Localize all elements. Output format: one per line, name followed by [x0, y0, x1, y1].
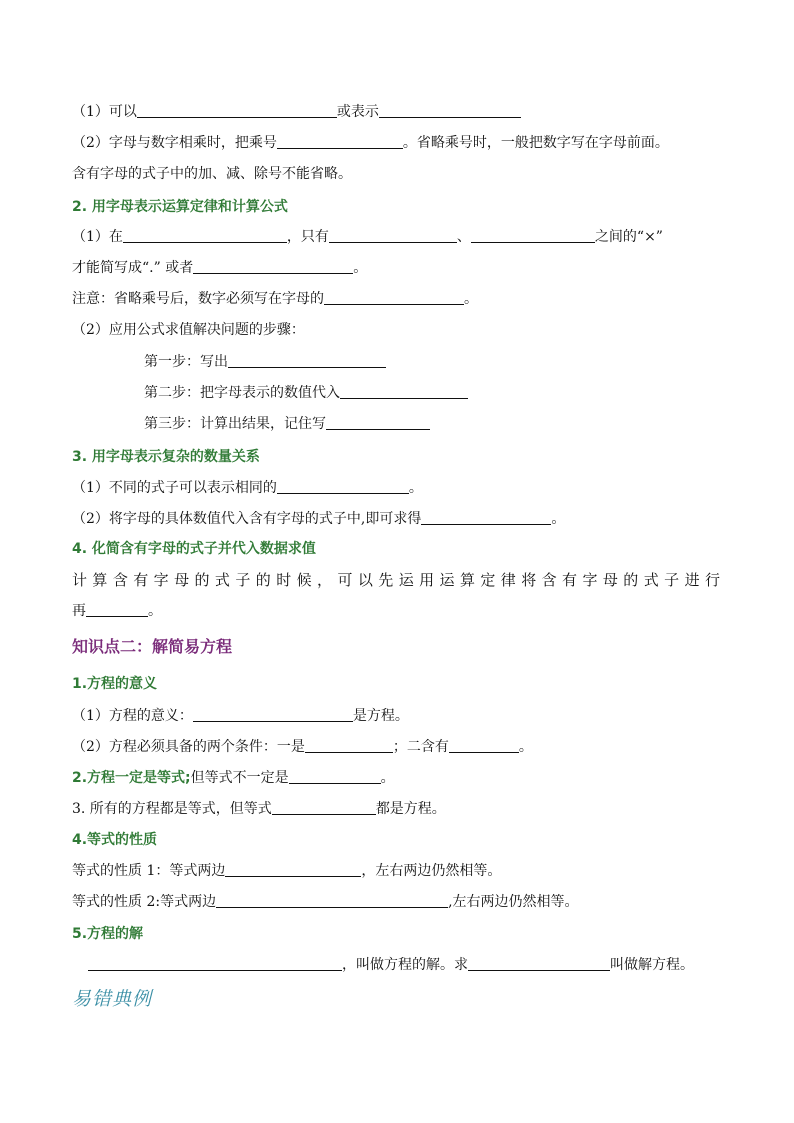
line-s4-1: 计算含有字母的式子的时候，可以先运用运算定律将含有字母的式子进行: [72, 571, 720, 589]
k2-heading-1: 1.方程的意义: [72, 676, 158, 692]
text: 。: [148, 603, 162, 619]
knowledge-point-2-title: 知识点二：解简易方程: [72, 637, 233, 656]
text: 注意：省略乘号后，数字必须写在字母的: [72, 291, 324, 307]
line-s1-2: [72, 133, 669, 153]
step-2: [144, 383, 468, 403]
text: 。: [551, 511, 566, 527]
line-k2-p2: [72, 892, 579, 912]
text: 3. 所有的方程都是等式，但等式: [72, 801, 272, 817]
k2-heading-4: 4.等式的性质: [72, 832, 158, 848]
blank[interactable]: [379, 102, 521, 118]
line-k2-3: [72, 799, 446, 819]
text: ，只有: [286, 229, 329, 245]
text: 、: [456, 229, 471, 245]
section-4-title: 4. 化简含有字母的式子并代入数据求值: [72, 541, 316, 557]
section-2-title: 2. 用字母表示运算定律和计算公式: [72, 199, 288, 215]
line-k2-2: [72, 768, 395, 788]
blank[interactable]: [468, 955, 610, 971]
text: 等式的性质 1：等式两边: [72, 863, 226, 879]
text: 都是方程。: [375, 801, 446, 817]
step-1: [144, 352, 386, 372]
text: 第一步：写出: [144, 354, 228, 370]
blank[interactable]: [193, 706, 353, 722]
line-s2-note: [72, 289, 478, 309]
text: 才能简写成“.” 或者: [72, 260, 194, 276]
text: 。: [464, 291, 478, 307]
blank[interactable]: [329, 227, 457, 243]
text: 是方程。: [352, 708, 409, 724]
text: 之间的“×”: [594, 229, 663, 245]
blank[interactable]: [471, 227, 595, 243]
line-s2-3: （2）应用公式求值解决问题的步骤：: [72, 322, 305, 338]
section-3-title: 3. 用字母表示复杂的数量关系: [72, 449, 260, 465]
text: （2）将字母的具体数值代入含有字母的式子中,即可求得: [72, 511, 422, 527]
line-k2-s5: [88, 955, 694, 975]
text: （1）可以: [72, 104, 137, 120]
line-k2-p1: [72, 861, 501, 881]
blank[interactable]: [137, 102, 337, 118]
text: 第二步：把字母表示的数值代入: [144, 385, 340, 401]
k2-heading-5: 5.方程的解: [72, 926, 144, 942]
line-k2-m2: [72, 737, 533, 757]
blank[interactable]: [326, 414, 430, 430]
blank[interactable]: [88, 955, 342, 971]
line-s4-2: [72, 601, 162, 621]
blank[interactable]: [421, 509, 551, 525]
text: 。: [408, 480, 423, 496]
blank[interactable]: [86, 601, 148, 617]
line-s1-1: [72, 102, 521, 122]
text: （1）方程的意义：: [72, 708, 193, 724]
blank[interactable]: [324, 289, 464, 305]
k2-heading-2: 2.方程一定是等式;: [72, 770, 191, 786]
blank[interactable]: [449, 737, 519, 753]
text: 叫做解方程。: [610, 957, 694, 973]
line-s3-2: [72, 509, 565, 529]
text: 。: [380, 770, 395, 786]
blank[interactable]: [305, 737, 393, 753]
blank[interactable]: [228, 352, 386, 368]
text: ，叫做方程的解。求: [342, 957, 468, 973]
blank[interactable]: [225, 861, 361, 877]
line-k2-m1: [72, 706, 409, 726]
blank[interactable]: [193, 258, 353, 274]
text: ；二含有: [392, 739, 449, 755]
text: （1）在: [72, 229, 123, 245]
text: 等式的性质 2:等式两边: [72, 894, 217, 910]
text: 。: [518, 739, 533, 755]
text: 但等式不一定是: [190, 770, 289, 786]
line-s2-2: [72, 258, 367, 278]
step-3: [144, 414, 430, 434]
text: 。: [353, 260, 368, 276]
text: 。省略乘号时，一般把数字写在字母前面。: [402, 135, 669, 151]
line-s1-3: 含有字母的式子中的加、减、除号不能省略。: [72, 166, 352, 182]
blank[interactable]: [340, 383, 468, 399]
text: ，左右两边仍然相等。: [361, 863, 502, 879]
blank[interactable]: [277, 478, 409, 494]
text: （2）方程必须具备的两个条件：一是: [72, 739, 305, 755]
section-logo: 易错典例: [72, 988, 153, 1010]
blank[interactable]: [277, 133, 403, 149]
blank[interactable]: [123, 227, 287, 243]
line-s3-1: [72, 478, 423, 498]
text: 或表示: [336, 104, 379, 120]
text: （2）字母与数字相乘时，把乘号: [72, 135, 277, 151]
blank[interactable]: [216, 892, 448, 908]
blank[interactable]: [289, 768, 381, 784]
text: （1）不同的式子可以表示相同的: [72, 480, 277, 496]
blank[interactable]: [272, 799, 376, 815]
line-s2-1: [72, 227, 663, 247]
text: ,左右两边仍然相等。: [448, 894, 579, 910]
text: 再: [72, 603, 86, 619]
text: 第三步：计算出结果，记住写: [144, 416, 326, 432]
